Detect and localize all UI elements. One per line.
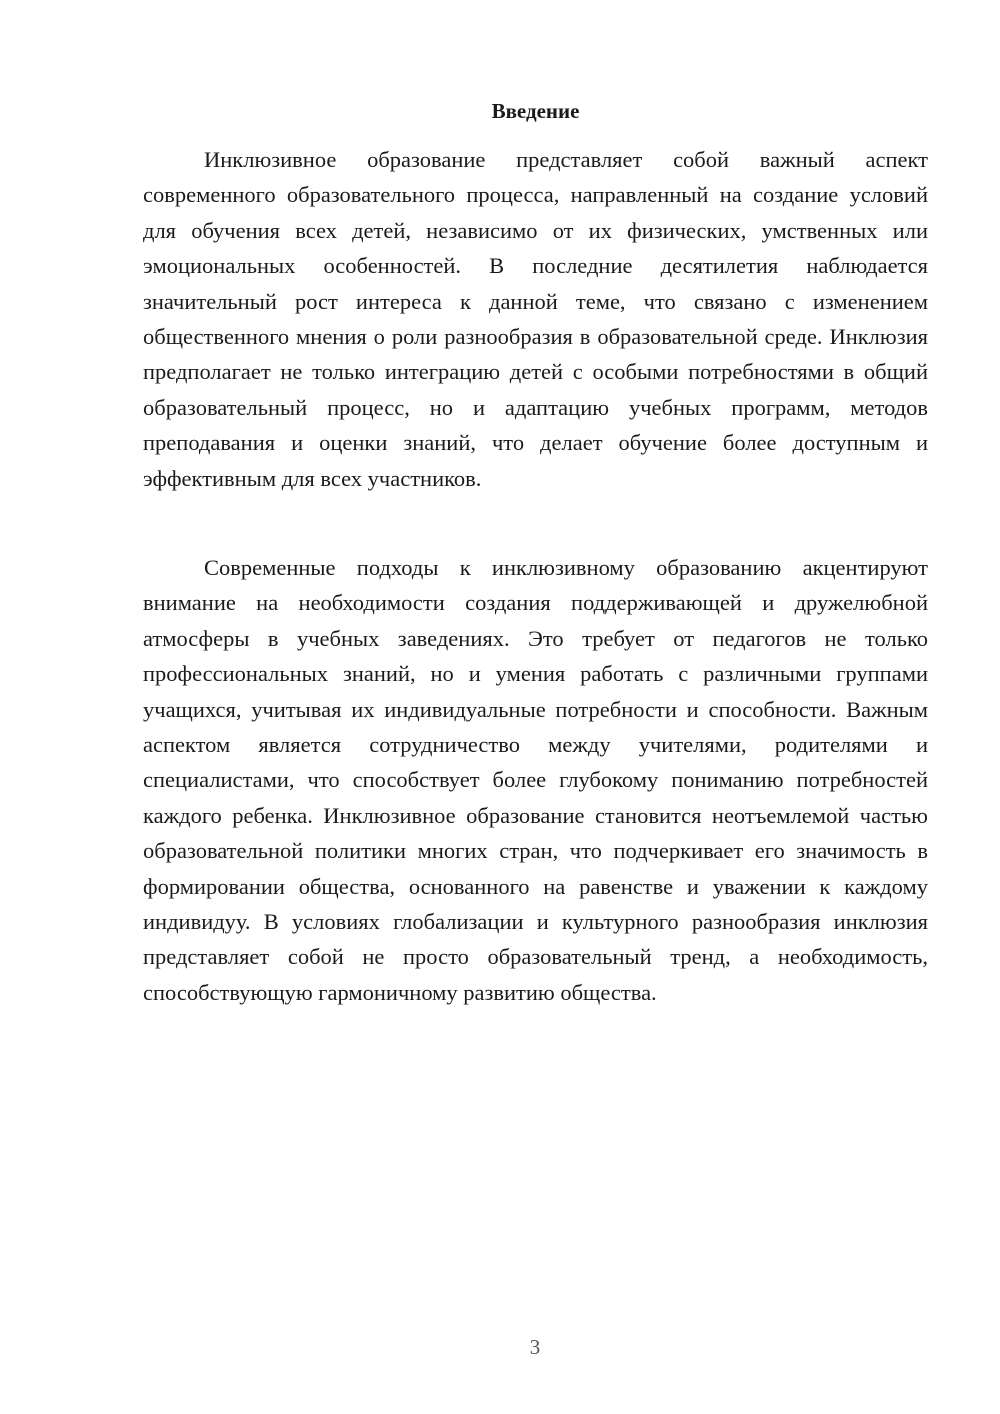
section-heading: Введение xyxy=(491,99,580,123)
paragraph-2: Современные подходы к инклюзивному образованию акцентируют внимание на необходимости создания поддерживающей и дружелюбной атмосферы в учебных заведениях. Это требует от педагогов не только профессиональных знаний, но и умения работать с различными группами учащихся, учитывая их индивидуальные потребности и способности. Важным аспектом является сотрудничество между учителями, родителями и специалистами, что способствует более глубокому пониманию потребностей каждого ребенка. Инклюзивное образование становится неотъемлемой частью образовательной политики многих стран, что подчеркивает его значимость в формировании общества, основанного на равенстве и уважении к каждому индивидуу. В условиях глобализации и культурного разнообразия инклюзия представляет собой не просто образовательный тренд, а необходимость, способствующую гармоничному развитию общества. xyxy=(143,555,928,1005)
page-number: 3 xyxy=(529,1335,541,1359)
paragraph-1: Инклюзивное образование представляет собой важный аспект современного образовательного процесса, направленный на создание условий для обучения всех детей, независимо от их физических, умственных или эмоциональных особенностей. В последние десятилетия наблюдается значительный рост интереса к данной теме, что связано с изменением общественного мнения о роли разнообразия в образовательной среде. Инклюзия предполагает не только интеграцию детей с особыми потребностями в общий образовательный процесс, но и адаптацию учебных программ, методов преподавания и оценки знаний, что делает обучение более доступным и эффективным для всех участников. xyxy=(143,147,928,491)
